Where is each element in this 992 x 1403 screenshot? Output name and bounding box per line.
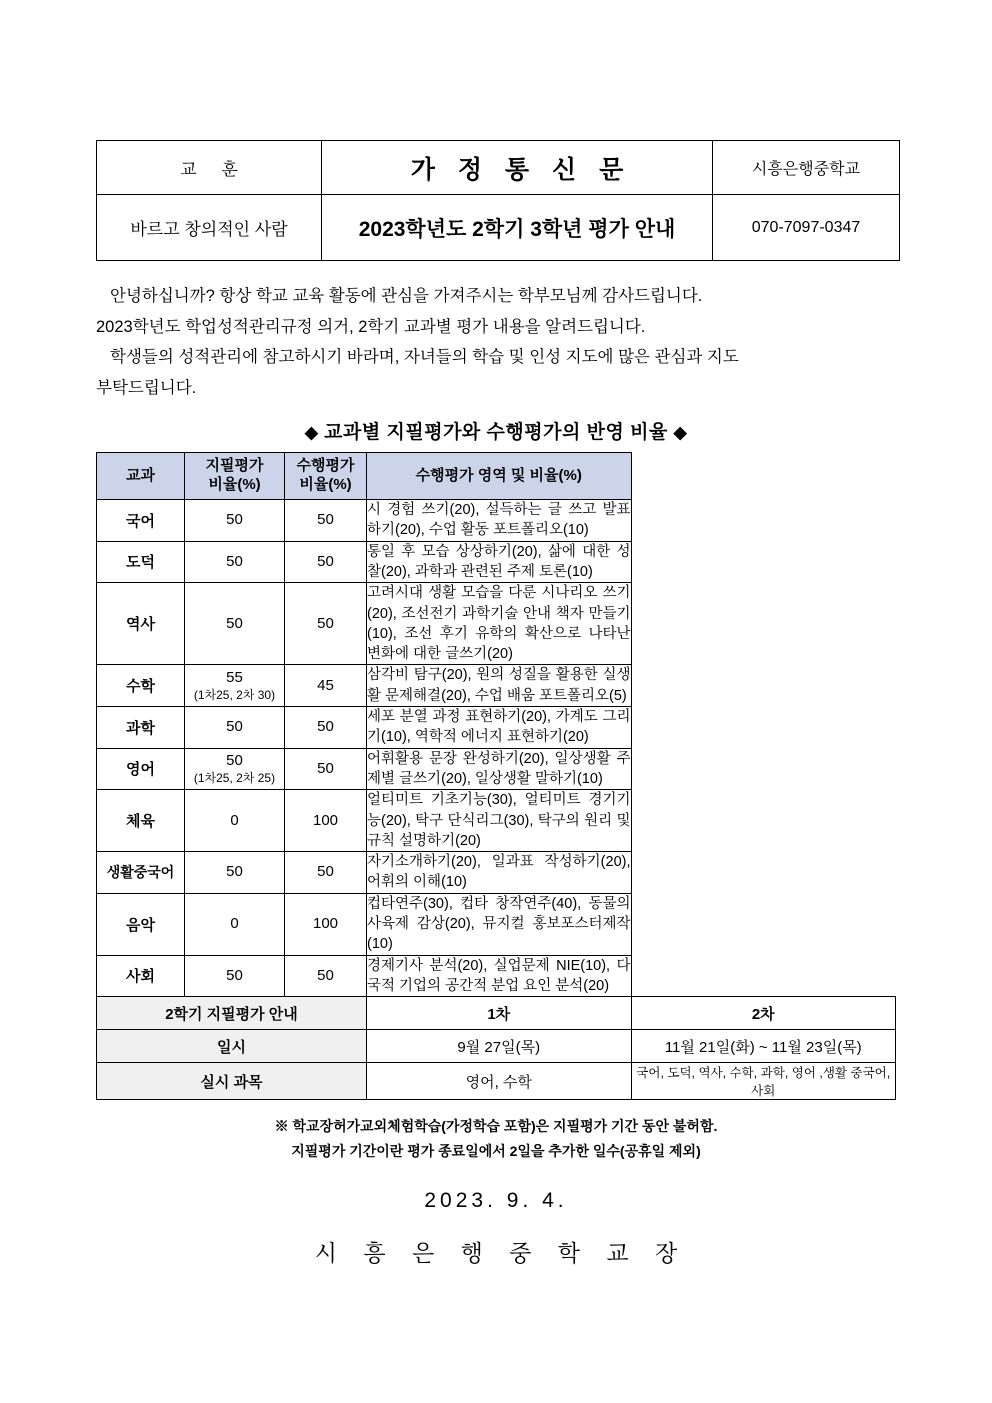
greeting-line-3: 학생들의 성적관리에 참고하시기 바라며, 자녀들의 학습 및 인성 지도에 많은 관심과 지도 <box>110 348 739 367</box>
written-ratio-value: 50 <box>226 552 243 570</box>
performance-areas: 삼각비 탐구(20), 원의 성질을 활용한 실생활 문제해결(20), 수업 배움 포트폴리오(5) <box>367 665 632 707</box>
performance-areas: 고려시대 생활 모습을 다룬 시나리오 쓰기(20), 조선전기 과학기술 안내 책자 만들기(10), 조선 후기 유학의 확산으로 나타난 변화에 대한 글쓰기(20) <box>367 583 632 665</box>
signer-name: 시 흥 은 행 중 학 교 장 <box>314 1240 688 1267</box>
table-row <box>97 748 896 790</box>
schedule-subject-row <box>97 1063 896 1100</box>
performance-ratio: 50 <box>285 748 367 790</box>
school-phone: 070-7097-0347 <box>713 195 900 261</box>
notice-sheet <box>96 140 896 1268</box>
schedule-date-label: 일시 <box>97 1030 367 1063</box>
table-row <box>97 790 896 852</box>
table-row <box>97 583 896 665</box>
written-ratio <box>185 748 285 790</box>
schedule-title: 2학기 지필평가 안내 <box>97 997 367 1030</box>
schedule-subject-1: 영어, 수학 <box>367 1063 632 1100</box>
performance-areas: 통일 후 모습 상상하기(20), 삶에 대한 성찰(20), 과학과 관련된 주제 토론(10) <box>367 541 632 583</box>
performance-areas: 시 경험 쓰기(20), 설득하는 글 쓰고 발표하기(20), 수업 활동 포트폴리오(10) <box>367 500 632 542</box>
performance-ratio: 100 <box>285 893 367 955</box>
subject-name: 영어 <box>97 748 185 790</box>
header-written-ratio <box>185 453 285 500</box>
table-header-row <box>97 453 896 500</box>
motto-label: 교 훈 <box>97 141 322 195</box>
written-ratio <box>185 852 285 894</box>
performance-ratio: 50 <box>285 541 367 583</box>
schedule-col-2: 2차 <box>631 997 896 1030</box>
header-performance-areas: 수행평가 영역 및 비율(%) <box>367 453 632 500</box>
schedule-date-row <box>97 1030 896 1063</box>
schedule-date-2: 11월 21일(화) ~ 11월 23일(목) <box>631 1030 896 1063</box>
written-ratio-value: 50 <box>226 966 243 984</box>
diamond-right-icon: ◆ <box>673 423 688 443</box>
section-title <box>96 417 896 444</box>
motto-value: 바르고 창의적인 사람 <box>97 195 322 261</box>
table-row <box>97 500 896 542</box>
performance-ratio: 45 <box>285 665 367 707</box>
written-ratio <box>185 790 285 852</box>
note-line-1: ※ 학교장허가교외체험학습(가정학습 포함)은 지필평가 기간 동안 불허함. <box>274 1118 718 1135</box>
written-ratio-value: 50 <box>226 511 243 529</box>
subject-name: 도덕 <box>97 541 185 583</box>
header-written-line2: 비율(%) <box>208 476 261 494</box>
subject-name: 역사 <box>97 583 185 665</box>
schedule-col-1: 1차 <box>367 997 632 1030</box>
table-row <box>97 852 896 894</box>
performance-areas: 얼티미트 기초기능(30), 얼티미트 경기기능(20), 탁구 단식리그(30), 탁구의 원리 및 규칙 설명하기(20) <box>367 790 632 852</box>
header-row-bottom <box>97 195 900 261</box>
header-perf-line2: 비율(%) <box>299 476 352 494</box>
written-ratio-value: 55 <box>226 669 243 687</box>
written-ratio-note: (1차25, 2차 30) <box>193 688 276 703</box>
document-title: 가 정 통 신 문 <box>322 141 713 195</box>
written-ratio-value: 50 <box>226 614 243 632</box>
subject-name: 과학 <box>97 707 185 749</box>
header-table <box>96 140 900 261</box>
written-ratio-value: 0 <box>230 915 239 933</box>
greeting-line-2: 2023학년도 학업성적관리규정 의거, 2학기 교과별 평가 내용을 알려드립니다. <box>96 317 646 336</box>
document-subtitle: 2023학년도 2학기 3학년 평가 안내 <box>322 195 713 261</box>
school-name: 시흥은행중학교 <box>713 141 900 195</box>
header-performance-ratio <box>285 453 367 500</box>
note-line-2: 지필평가 기간이란 평가 종료일에서 2일을 추가한 일수(공휴일 제외) <box>291 1142 701 1159</box>
subject-name: 음악 <box>97 893 185 955</box>
written-ratio-value: 0 <box>230 811 239 829</box>
header-written-line1: 지필평가 <box>205 457 264 475</box>
performance-ratio: 50 <box>285 955 367 997</box>
table-row <box>97 541 896 583</box>
performance-areas: 경제기사 분석(20), 실업문제 NIE(10), 다국적 기업의 공간적 분업 요인 분석(20) <box>367 955 632 997</box>
subject-name: 수학 <box>97 665 185 707</box>
schedule-header-row <box>97 997 896 1030</box>
section-title-text: 교과별 지필평가와 수행평가의 반영 비율 <box>324 422 668 444</box>
table-row <box>97 707 896 749</box>
diamond-left-icon: ◆ <box>304 423 319 443</box>
greeting-line-4: 부탁드립니다. <box>96 378 197 397</box>
written-ratio-value: 50 <box>226 718 243 736</box>
issue-date: 2023. 9. 4. <box>424 1189 568 1213</box>
written-ratio-value: 50 <box>226 752 243 770</box>
schedule-subject-2: 국어, 도덕, 역사, 수학, 과학, 영어 ,생활 중국어, 사회 <box>631 1063 896 1100</box>
subject-name: 생활중국어 <box>97 852 185 894</box>
performance-ratio: 50 <box>285 852 367 894</box>
written-ratio <box>185 583 285 665</box>
written-ratio <box>185 893 285 955</box>
performance-ratio: 50 <box>285 500 367 542</box>
performance-ratio: 50 <box>285 583 367 665</box>
greeting-block <box>96 281 896 403</box>
subject-name: 사회 <box>97 955 185 997</box>
table-row <box>97 955 896 997</box>
written-ratio <box>185 707 285 749</box>
schedule-date-1: 9월 27일(목) <box>367 1030 632 1063</box>
table-row <box>97 893 896 955</box>
written-ratio-value: 50 <box>226 863 243 881</box>
performance-ratio: 100 <box>285 790 367 852</box>
performance-areas: 자기소개하기(20), 일과표 작성하기(20), 어휘의 이해(10) <box>367 852 632 894</box>
written-ratio <box>185 955 285 997</box>
schedule-subject-label: 실시 과목 <box>97 1063 367 1100</box>
subject-name: 국어 <box>97 500 185 542</box>
written-ratio <box>185 665 285 707</box>
greeting-line-1: 안녕하십니까? 항상 학교 교육 활동에 관심을 가져주시는 학부모님께 감사드립니다. <box>110 287 703 305</box>
table-row <box>97 665 896 707</box>
header-subject: 교과 <box>97 453 185 500</box>
performance-areas: 어휘활용 문장 완성하기(20), 일상생활 주제별 글쓰기(20), 일상생활 말하기(10) <box>367 748 632 790</box>
performance-areas: 세포 분열 과정 표현하기(20), 가계도 그리기(10), 역학적 에너지 표현하기(20) <box>367 707 632 749</box>
written-ratio-note: (1차25, 2차 25) <box>193 771 276 786</box>
performance-areas: 컵타연주(30), 컵타 창작연주(40), 동물의 사육제 감상(20), 뮤지컬 홍보포스터제작(10) <box>367 893 632 955</box>
assessment-table <box>96 452 896 1100</box>
footer-notes <box>96 1114 896 1163</box>
performance-ratio: 50 <box>285 707 367 749</box>
subject-name: 체육 <box>97 790 185 852</box>
written-ratio <box>185 541 285 583</box>
written-ratio <box>185 500 285 542</box>
header-row-top <box>97 141 900 195</box>
header-perf-line1: 수행평가 <box>296 457 355 475</box>
